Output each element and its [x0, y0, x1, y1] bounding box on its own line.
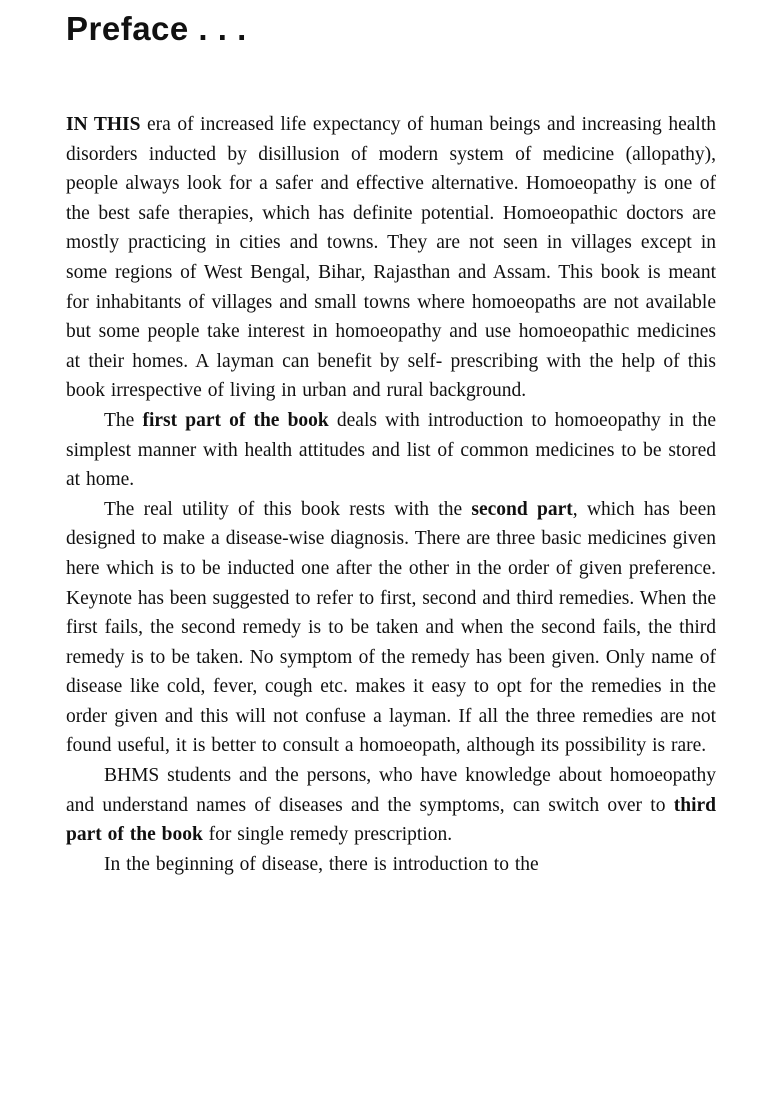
paragraph: [66, 761, 716, 850]
text-run: The real utility of this book rests with the: [104, 498, 472, 520]
paragraph: [66, 850, 716, 880]
preface-body: [66, 110, 716, 879]
paragraph: [66, 406, 716, 495]
text-run: for single remedy prescription.: [202, 824, 453, 846]
text-run: era of increased life expectancy of human beings and increasing health disorders inducted by disillusion of modern system of medicine (allopathy), people always look for a safer and effective alternative. Homoeopathy is one of the best safe therapies, which has definite potential. Homoeopathic doctors are mostly practicing in cities and towns. They are not seen in villages except in some regions of West Bengal, Bihar, Rajasthan and Assam. This book is meant for inhabitants of villages and small towns where homoeopaths are not available but some people take interest in homoeopathy and use homoeopathic medicines at their homes. A layman can benefit by self- prescribing with the help of this book irrespective of living in urban and rural background.: [66, 114, 716, 402]
paragraph: [66, 110, 716, 406]
bold-text-run: IN THIS: [66, 114, 141, 135]
bold-text-run: second part: [471, 498, 573, 520]
text-run: deals with introduction to homoeopathy in the simplest manner with health attitudes and list of common medicines to be stored at home.: [66, 409, 717, 491]
text-run: BHMS students and the persons, who have knowledge about homoeopathy and understand names of diseases and the symptoms, can switch over to: [66, 765, 716, 816]
paragraph: [66, 495, 716, 761]
bold-text-run: third part of the book: [66, 794, 716, 846]
text-run: The: [104, 409, 143, 431]
page-title: Preface . . .: [66, 10, 247, 47]
text-run: In the beginning of disease, there is introduction to the: [104, 853, 539, 875]
text-run: , which has been designed to make a disease-wise diagnosis. There are three basic medicines given here which is to be inducted one after the other in the order of given preference. Keynote has been suggested to refer to first, second and third remedies. When the first fails, the second remedy is to be taken and when the second fails, the third remedy is to be taken. No symptom of the remedy has been given. Only name of disease like cold, fever, cough etc. makes it easy to opt for the remedies in the order given and this will not confuse a layman. If all the three remedies are not found useful, it is better to consult a homoeopath, although its possibility is rare.: [66, 498, 716, 757]
bold-text-run: first part of the book: [142, 409, 329, 431]
